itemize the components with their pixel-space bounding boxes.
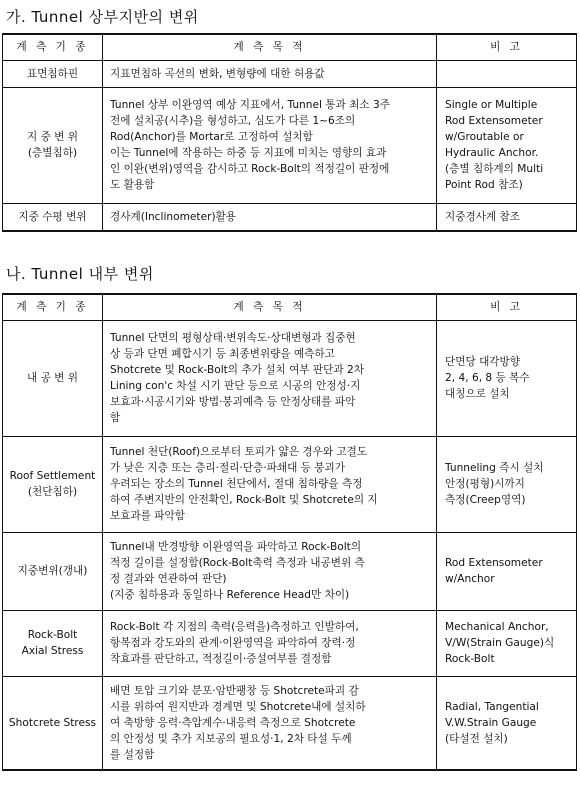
table-header-row xyxy=(3,294,577,320)
purpose-cell: 지표면침하 곡선의 변화, 변형량에 대한 허용값 xyxy=(103,60,437,87)
remark-cell: Rod Extensometer w/Anchor xyxy=(437,532,577,610)
remark-cell: Single or Multiple Rod Extensometer w/Groutable or Hydraulic Anchor. (층별 침하계의 Multi Point Rod 참조) xyxy=(437,87,577,203)
instrument-cell: 지중 수평 변위 xyxy=(3,203,103,231)
instrument-cell: Rock-Bolt Axial Stress xyxy=(3,610,103,676)
table-row xyxy=(3,436,577,532)
header-purpose: 계 측 목 적 xyxy=(103,294,437,320)
section-title-internal: 나. Tunnel 내부 변위 xyxy=(6,265,154,283)
remark-cell xyxy=(437,60,577,87)
remark-cell: 단면당 대각방향 2, 4, 6, 8 등 복수 대칭으로 설치 xyxy=(437,320,577,436)
purpose-cell: 경사계(Inclinometer)활용 xyxy=(103,203,437,231)
remark-cell: Tunneling 즉시 설치 안정(평형)시까지 측정(Creep영역) xyxy=(437,436,577,532)
purpose-cell: Tunnel내 반경방향 이완영역을 파악하고 Rock-Bolt의 적정 길이를 설정함(Rock-Bolt축력 측정과 내공변위 측 정 결과와 연관하여 판단) (지중 침하용과 동일하나 Reference Head만 차이) xyxy=(103,532,437,610)
header-instrument: 계 측 기 종 xyxy=(3,34,103,60)
instrument-cell: 표면침하핀 xyxy=(3,60,103,87)
header-remark: 비 고 xyxy=(437,34,577,60)
header-instrument: 계 측 기 종 xyxy=(3,294,103,320)
header-purpose: 계 측 목 적 xyxy=(103,34,437,60)
table-row xyxy=(3,60,577,87)
instrument-cell: 지중변위(갱내) xyxy=(3,532,103,610)
table-row xyxy=(3,87,577,203)
table-row xyxy=(3,532,577,610)
remark-cell: Radial, Tangential V.W.Strain Gauge (타설전 설치) xyxy=(437,676,577,770)
table-row xyxy=(3,676,577,770)
table-header-row xyxy=(3,34,577,60)
table-row xyxy=(3,610,577,676)
purpose-cell: Tunnel 단면의 평형상태·변위속도·상대변형과 집중현 상 등과 단면 폐합시기 등 최종변위량을 예측하고 Shotcrete 및 Rock-Bolt의 추가 설치 여부 판단과 2차 Lining con'c 차설 시기 판단 등으로 시공의 안정성·지 보효과·시공시기와 방법·붕괴예측 등 안정상태를 파악 함 xyxy=(103,320,437,436)
surface-displacement-table xyxy=(2,33,577,232)
section-title-surface: 가. Tunnel 상부지반의 변위 xyxy=(6,8,199,26)
purpose-cell: Tunnel 천단(Roof)으로부터 토피가 얇은 경우와 고결도 가 낮은 지층 또는 층리·절리·단층·파쇄대 등 붕괴가 우려되는 장소의 Tunnel 천단에서, 절대 침하량을 측정 하여 주변지반의 안전확인, Rock-Bolt 및 Shotcrete의 지 보효과를 파악함 xyxy=(103,436,437,532)
instrument-cell: Shotcrete Stress xyxy=(3,676,103,770)
remark-cell: Mechanical Anchor, V/W(Strain Gauge)식 Rock-Bolt xyxy=(437,610,577,676)
instrument-cell: 내 공 변 위 xyxy=(3,320,103,436)
purpose-cell: Tunnel 상부 이완영역 예상 지표에서, Tunnel 통과 최소 3주 전에 설치공(시추)을 형성하고, 심도가 다른 1~6조의 Rod(Anchor)를 Mortar로 고정하여 설치함 이는 Tunnel에 작용하는 하중 등 지표에 미치는 영향의 효과 인 이완(변위)영역을 감시하고 Rock-Bolt의 적정길이 판정에 도 활용함 xyxy=(103,87,437,203)
internal-displacement-table xyxy=(2,293,577,771)
header-remark: 비 고 xyxy=(437,294,577,320)
instrument-cell: 지 중 변 위 (층별침하) xyxy=(3,87,103,203)
purpose-cell: 배면 토압 크기와 분포·암반팽창 등 Shotcrete파괴 감 시를 위하여 원지반과 경계면 및 Shotcrete내에 설치하 여 축방향 응력·측압계수·내응력 측정으로 Shotcrete 의 안정성 및 추가 지보공의 필요성·1, 2차 타설 두께 를 설정함 xyxy=(103,676,437,770)
instrument-cell: Roof Settlement (천단침하) xyxy=(3,436,103,532)
table-row xyxy=(3,203,577,231)
purpose-cell: Rock-Bolt 각 지점의 축력(응력을)측정하고 인발하여, 항복점과 강도와의 관계·이완영역을 파악하여 장력·정 착효과를 판단하고, 적정길이·증설여부를 결정함 xyxy=(103,610,437,676)
remark-cell: 지중경사계 참조 xyxy=(437,203,577,231)
table-row xyxy=(3,320,577,436)
